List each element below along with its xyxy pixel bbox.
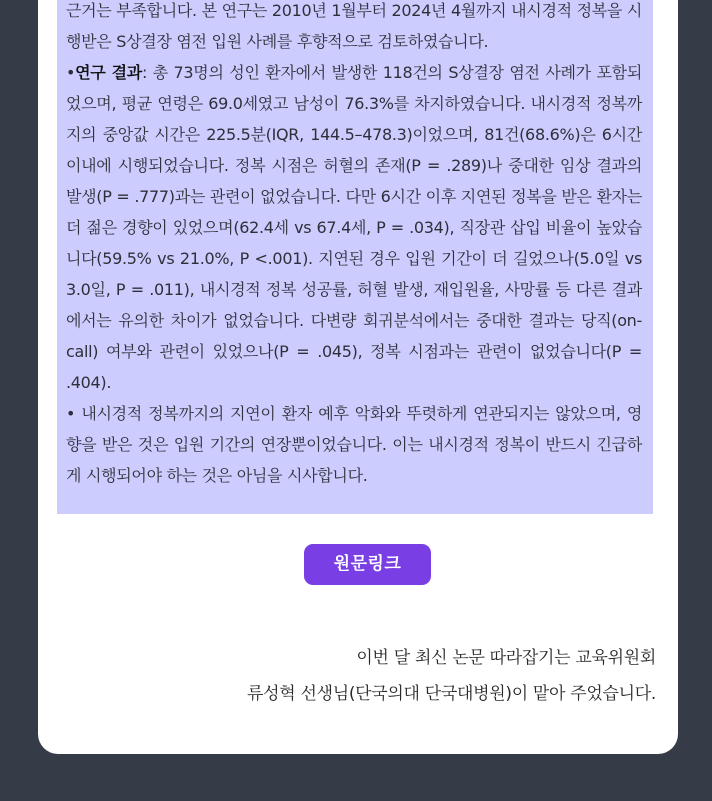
credit-note <box>247 640 656 712</box>
article-card <box>38 0 678 754</box>
credit-line-1: 이번 달 최신 논문 따라잡기는 교육위원회 <box>356 648 656 668</box>
results-label: 연구 결과 <box>75 63 142 82</box>
summary-box <box>57 0 653 514</box>
conclusion-paragraph: • 내시경적 정복까지의 지연이 환자 예후 악화와 뚜렷하게 연관되지는 않았으며, 영향을 받은 것은 입원 기간의 연장뿐이었습니다. 이는 내시경적 정복이 반드시 긴급하게 시행되어야 하는 것은 아님을 시사합니다. <box>66 404 642 485</box>
results-paragraph <box>66 57 642 398</box>
background-paragraph: 근거는 부족합니다. 본 연구는 2010년 1월부터 2024년 4월까지 내시경적 정복을 시행받은 S상결장 염전 입원 사례를 후향적으로 검토하였습니다. <box>66 1 642 51</box>
original-link-button[interactable]: 원문링크 <box>304 544 431 585</box>
credit-line-2: 류성혁 선생님(단국의대 단국대병원)이 맡아 주었습니다. <box>247 684 656 704</box>
results-bullet: • <box>66 63 76 82</box>
results-text: : 총 73명의 성인 환자에서 발생한 118건의 S상결장 염전 사례가 포함되었으며, 평균 연령은 69.0세였고 남성이 76.3%를 차지하였습니다. 내시경적 정복까지의 중앙값 시간은 225.5분(IQR, 144.5–478.3)이었으며, 81건(68.6%)은 6시간 이내에 시행되었습니다. 정복 시점은 허혈의 존재(P = .289)나 중대한 임상 결과의 발생(P = .777)과는 관련이 없었습니다. 다만 6시간 이후 지연된 정복을 받은 환자는 더 젊은 경향이 있었으며(62.4세 vs 67.4세, P = .034), 직장관 삽입 비율이 높았습니다(59.5% vs 21.0%, P <.001). 지연된 경우 입원 기간이 더 길었으나(5.0일 vs 3.0일, P = .011), 내시경적 정복 성공률, 허혈 발생, 재입원율, 사망률 등 다른 결과에서는 유의한 차이가 없었습니다. 다변량 회귀분석에서는 중대한 결과는 당직(on-call) 여부와 관련이 있었으나(P = .045), 정복 시점과는 관련이 없었습니다(P = .404). <box>66 63 642 392</box>
summary-text <box>66 0 642 491</box>
